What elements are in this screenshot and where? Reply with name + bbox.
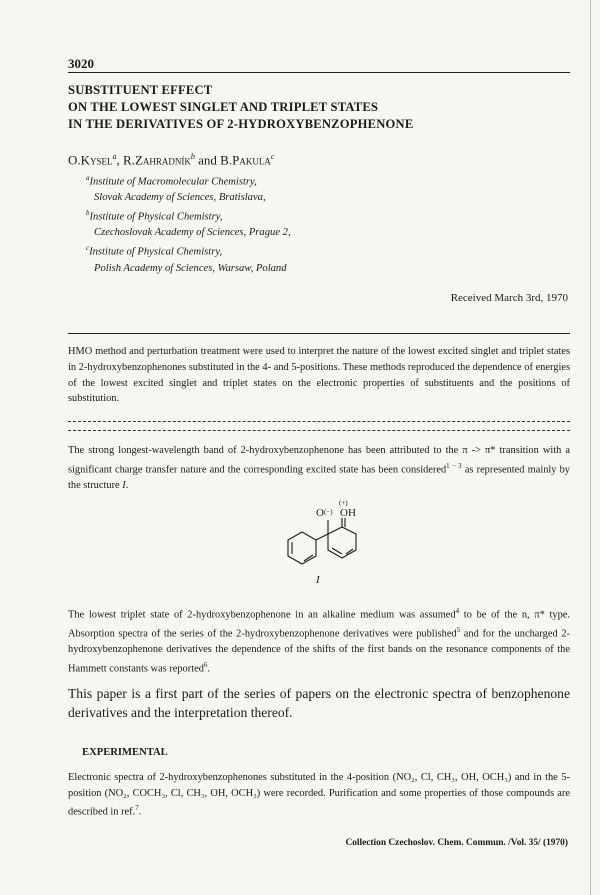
oh-label: OH — [340, 507, 356, 519]
author-2-name: Zahradník — [134, 152, 191, 168]
affiliation-a-mark: a — [86, 174, 90, 182]
para1-text: The strong longest-wavelength band of 2-hydroxybenzophenone has been attributed to the π -> π* transition with a significant charge transfer nature and the corresponding excited state has been considered — [68, 445, 570, 476]
header-rule — [68, 72, 570, 73]
author-3-affil-mark: c — [270, 152, 275, 161]
minus-charge: (−) — [324, 508, 333, 516]
para2-end: . — [207, 663, 211, 675]
author-separator-1: , R. — [116, 152, 135, 168]
abstract-bottom-rule — [68, 421, 570, 422]
author-3-name: Pakula — [232, 152, 271, 168]
author-1-affil-mark: a — [112, 152, 117, 161]
author-list — [68, 152, 274, 168]
scan-edge-line — [590, 0, 591, 895]
para1-text-2: as represented mainly by the structure — [68, 464, 571, 491]
intro-paragraph-1 — [68, 443, 570, 493]
affiliation-b-line-2: Czechoslovak Academy of Sciences, Prague 2, — [94, 227, 291, 239]
affiliation-c-mark: c — [86, 244, 90, 253]
author-1-name: Kysel — [80, 152, 113, 168]
affiliations — [86, 171, 291, 276]
para4-text: Electronic spectra of 2-hydroxybenzophenones substituted in the 4-position (NO₂, Cl, CH₃, OH, OCH₃) and in the 5-position (NO₂, COCH₃, Cl, CH₃, OH, OCH₃) were recorded. Purification and some properties of those compounds are described in ref. — [68, 772, 570, 818]
affiliation-b-mark: b — [86, 209, 90, 218]
received-date: Received March 3rd, 1970 — [450, 292, 568, 304]
affiliation-a-text: Institute of Macromolecular Chemistry, — [89, 176, 257, 188]
affiliation-a-line-1 — [86, 171, 291, 190]
page-number: 3020 — [68, 56, 94, 71]
affiliation-b-text: Institute of Physical Chemistry, — [89, 211, 223, 223]
para2-text-3: and for the uncharged 2-hydroxybenzophenone derivatives the dependence of the shifts of the first bands on the resonance components of the Hammett constants was reported — [68, 628, 570, 675]
affiliation-c-line-1 — [86, 241, 291, 260]
author-1-initial: O. — [68, 152, 81, 168]
para2-text: The lowest triplet state of 2-hydroxybenzophenone in an alkaline medium was assumed — [68, 609, 456, 621]
section-heading-experimental: EXPERIMENTAL — [82, 747, 168, 758]
para1-end: . — [125, 479, 129, 491]
abstract-text: HMO method and perturbation treatment were used to interpret the nature of the lowest excited singlet and triplet states in 2-hydroxybenzophenones substituted in the 4- and 5-positions. These methods reproduced the dependence of energies of the lowest excited singlet and triplet states on the electronic properties of substituents and the positions of substitution. — [68, 346, 570, 405]
para1-ref-marks: 1 − 3 — [446, 461, 462, 470]
title-line-3: IN THE DERIVATIVES OF 2-HYDROXYBENZOPHENONE — [68, 117, 414, 131]
para2-ref-6: 6 — [203, 660, 208, 669]
affiliation-c-line-2: Polish Academy of Sciences, Warsaw, Poland — [94, 262, 287, 274]
intro-paragraph-3: This paper is a first part of the series of papers on the electronic spectra of benzophenone derivatives and the interpretation thereof. — [68, 686, 570, 720]
intro-paragraph-2 — [68, 604, 570, 677]
para2-text-2: to be of the n, π* type. Absorption spectra of the series of the 2-hydroxybenzophenone derivatives were published — [68, 609, 570, 640]
para4-ref-7: 7 — [135, 804, 139, 813]
plus-charge: (+) — [339, 499, 348, 507]
ring-bridge-bond — [316, 534, 328, 540]
author-separator-2: and B. — [194, 152, 233, 168]
o-minus-label: O — [316, 507, 324, 519]
para1-structure-ref: I — [122, 479, 126, 491]
paper-title — [68, 82, 413, 133]
para4-end: . — [138, 806, 142, 818]
structure-I-diagram — [260, 494, 380, 574]
title-line-2: ON THE LOWEST SINGLET AND TRIPLET STATES — [68, 100, 379, 114]
para2-ref-4: 4 — [455, 607, 460, 615]
abstract-top-rule — [68, 333, 570, 334]
para2-ref-5: 5 — [456, 626, 461, 635]
affiliation-a-line-2: Slovak Academy of Sciences, Bratislava, — [94, 192, 266, 204]
abstract-separator — [68, 430, 570, 431]
experimental-paragraph — [68, 770, 570, 820]
author-2-affil-mark: b — [190, 152, 195, 161]
quinoid-ring — [328, 527, 356, 558]
journal-footer: Collection Czechoslov. Chem. Commun. /Vol. 35/ (1970) — [345, 838, 568, 848]
title-line-1: SUBSTITUENT EFFECT — [68, 83, 213, 97]
affiliation-c-text: Institute of Physical Chemistry, — [89, 246, 223, 258]
structure-label: I — [316, 574, 320, 586]
affiliation-b-line-1 — [86, 206, 291, 225]
